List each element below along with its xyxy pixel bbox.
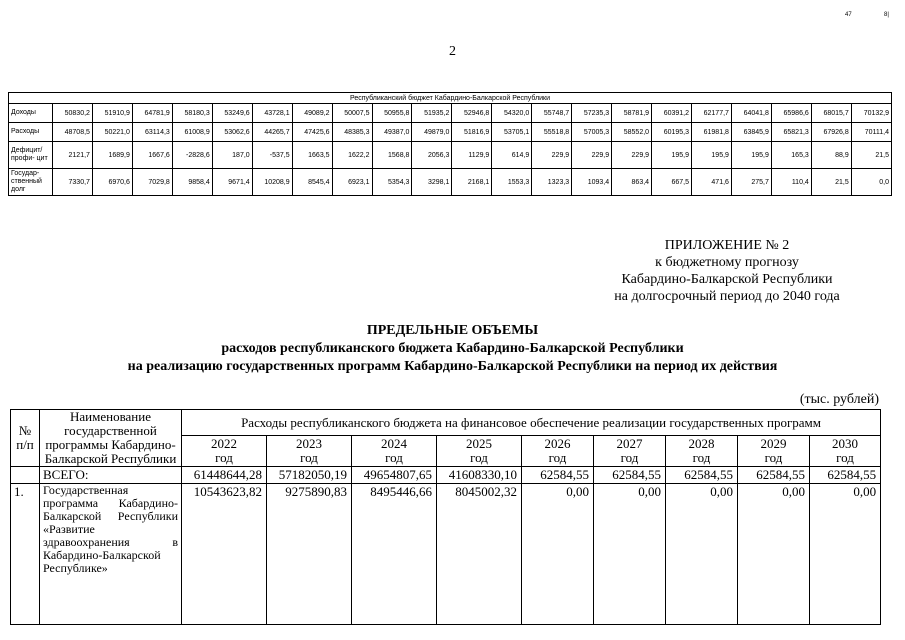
summary-cell: 6923,1: [332, 169, 372, 196]
row-value: 57182050,19: [267, 467, 352, 484]
header-year-suffix: год: [300, 450, 318, 465]
summary-cell: 88,9: [811, 142, 851, 169]
summary-cell: 50221,0: [92, 123, 132, 142]
summary-cell: 49089,2: [292, 104, 332, 123]
summary-caption: Республиканский бюджет Кабардино-Балкарской Республики: [9, 93, 892, 104]
summary-cell: 68015,7: [811, 104, 851, 123]
header-year-suffix: год: [215, 450, 233, 465]
summary-cell: 1667,6: [132, 142, 172, 169]
summary-cell: 47425,6: [292, 123, 332, 142]
summary-cell: 63114,3: [132, 123, 172, 142]
summary-cell: 55748,7: [532, 104, 572, 123]
summary-cell: 1129,9: [452, 142, 492, 169]
summary-cell: 1622,2: [332, 142, 372, 169]
summary-cell: 65986,6: [771, 104, 811, 123]
summary-cell: 57005,3: [572, 123, 612, 142]
summary-cell: 471,6: [692, 169, 732, 196]
header-year-suffix: год: [470, 450, 488, 465]
title-line: ПРЕДЕЛЬНЫЕ ОБЪЕМЫ: [366, 323, 539, 338]
summary-cell: 50830,2: [53, 104, 93, 123]
row-value: 0,00: [738, 484, 810, 625]
row-value: 10543623,82: [182, 484, 267, 625]
header-year-value: 2026: [544, 436, 571, 451]
summary-cell: 60195,3: [652, 123, 692, 142]
row-value: 9275890,83: [267, 484, 352, 625]
header-year-suffix: год: [836, 450, 854, 465]
summary-cell: 110,4: [771, 169, 811, 196]
total-row: [11, 467, 881, 484]
summary-cell: 275,7: [731, 169, 771, 196]
row-value: 41608330,10: [437, 467, 522, 484]
header-expenses-group: Расходы республиканского бюджета на финансовое обеспечение реализации государственных программ: [182, 410, 881, 436]
summary-cell: 1323,3: [532, 169, 572, 196]
summary-cell: 0,0: [851, 169, 891, 196]
row-value: 61448644,28: [182, 467, 267, 484]
summary-row: [9, 142, 892, 169]
summary-cell: 229,9: [612, 142, 652, 169]
summary-cell: 63845,9: [731, 123, 771, 142]
page-number: 2: [449, 44, 456, 59]
summary-cell: 52946,8: [452, 104, 492, 123]
header-year-suffix: год: [764, 450, 783, 465]
summary-cell: 50007,5: [332, 104, 372, 123]
summary-cell: 1689,9: [92, 142, 132, 169]
header-year: [666, 436, 738, 467]
summary-row-label: Доходы: [9, 104, 53, 123]
summary-cell: 44265,7: [252, 123, 292, 142]
summary-cell: 58180,3: [172, 104, 212, 123]
summary-cell: 2168,1: [452, 169, 492, 196]
appendix-line: Кабардино-Балкарской Республики: [621, 272, 833, 287]
row-number: 1.: [11, 484, 40, 625]
summary-row-label: Расходы: [9, 123, 53, 142]
summary-cell: 54320,0: [492, 104, 532, 123]
summary-cell: 195,9: [692, 142, 732, 169]
summary-cell: 1568,8: [372, 142, 412, 169]
summary-row-label: Дефицит/ профи- цит: [9, 142, 53, 169]
row-value: 62584,55: [666, 467, 738, 484]
header-year-value: 2029: [760, 436, 787, 451]
header-year: [738, 436, 810, 467]
summary-cell: 62177,7: [692, 104, 732, 123]
summary-cell: 70132,9: [851, 104, 891, 123]
summary-table: [8, 92, 892, 196]
appendix-header: [597, 237, 857, 305]
title-line: расходов республиканского бюджета Кабардино-Балкарской Республики: [221, 341, 684, 356]
summary-cell: 58552,0: [612, 123, 652, 142]
header-year-suffix: год: [548, 450, 567, 465]
appendix-line: ПРИЛОЖЕНИЕ № 2: [664, 238, 790, 253]
summary-cell: 58781,9: [612, 104, 652, 123]
summary-cell: 50955,8: [372, 104, 412, 123]
summary-cell: 2056,3: [412, 142, 452, 169]
header-year-value: 2028: [688, 436, 715, 451]
row-number: [11, 467, 40, 484]
summary-cell: 51816,9: [452, 123, 492, 142]
summary-cell: 21,5: [851, 142, 891, 169]
header-year: [810, 436, 881, 467]
summary-cell: 229,9: [572, 142, 612, 169]
summary-cell: 64781,9: [132, 104, 172, 123]
summary-cell: 614,9: [492, 142, 532, 169]
summary-row: [9, 169, 892, 196]
summary-cell: 1553,3: [492, 169, 532, 196]
summary-cell: -537,5: [252, 142, 292, 169]
row-value: 0,00: [810, 484, 881, 625]
summary-row-label: Государ- ственный долг: [9, 169, 53, 196]
row-value: 62584,55: [522, 467, 594, 484]
summary-cell: 6970,6: [92, 169, 132, 196]
summary-cell: 667,5: [652, 169, 692, 196]
summary-cell: 64041,8: [731, 104, 771, 123]
summary-cell: 51910,9: [92, 104, 132, 123]
summary-cell: 21,5: [811, 169, 851, 196]
header-year-value: 2030: [832, 436, 859, 451]
row-value: 62584,55: [738, 467, 810, 484]
summary-cell: 55518,8: [532, 123, 572, 142]
row-value: 0,00: [594, 484, 666, 625]
summary-cell: 51935,2: [412, 104, 452, 123]
row-value: 49654807,65: [352, 467, 437, 484]
program-row: [11, 484, 881, 625]
summary-cell: 7330,7: [53, 169, 93, 196]
summary-cell: 49387,0: [372, 123, 412, 142]
summary-cell: 10208,9: [252, 169, 292, 196]
summary-cell: 2121,7: [53, 142, 93, 169]
summary-cell: 187,0: [212, 142, 252, 169]
row-program-name: ВСЕГО:: [40, 467, 182, 484]
row-program-name: Государственная программа Кабардино-Балкарской Республики «Развитие здравоохранения в Кабардино-Балкарской Республике»: [40, 484, 182, 625]
row-value: 62584,55: [810, 467, 881, 484]
summary-cell: 863,4: [612, 169, 652, 196]
summary-cell: 57235,3: [572, 104, 612, 123]
appendix-line: на долгосрочный период до 2040 года: [614, 289, 840, 304]
summary-cell: 9858,4: [172, 169, 212, 196]
summary-cell: 61008,9: [172, 123, 212, 142]
summary-cell: -2828,6: [172, 142, 212, 169]
header-year-value: 2027: [616, 436, 643, 451]
corner-mark-right: 8|: [884, 12, 889, 18]
header-year-value: 2025: [466, 436, 492, 451]
header-year: [267, 436, 352, 467]
summary-cell: 43728,1: [252, 104, 292, 123]
summary-cell: 195,9: [731, 142, 771, 169]
header-year-value: 2023: [296, 436, 322, 451]
summary-cell: 53705,1: [492, 123, 532, 142]
units-label: (тыс. рублей): [799, 392, 879, 407]
summary-cell: 165,3: [771, 142, 811, 169]
document-title: [0, 322, 905, 376]
title-line: на реализацию государственных программ Кабардино-Балкарской Республики на период их действия: [127, 359, 778, 374]
header-year-suffix: год: [692, 450, 711, 465]
row-value: 0,00: [522, 484, 594, 625]
row-value: 62584,55: [594, 467, 666, 484]
summary-cell: 61981,8: [692, 123, 732, 142]
summary-cell: 3298,1: [412, 169, 452, 196]
summary-cell: 60391,2: [652, 104, 692, 123]
row-value: 8045002,32: [437, 484, 522, 625]
header-year: [352, 436, 437, 467]
header-number: № п/п: [11, 410, 40, 467]
summary-cell: 9671,4: [212, 169, 252, 196]
summary-cell: 48708,5: [53, 123, 93, 142]
main-table: [10, 409, 880, 625]
header-year-value: 2024: [381, 436, 407, 451]
header-year: [594, 436, 666, 467]
header-year: [437, 436, 522, 467]
header-year-value: 2022: [211, 436, 237, 451]
header-year-suffix: год: [385, 450, 403, 465]
corner-mark-left: 47: [845, 12, 852, 18]
summary-cell: 48385,3: [332, 123, 372, 142]
summary-row: [9, 123, 892, 142]
summary-cell: 53062,6: [212, 123, 252, 142]
header-program-name: Наименование государственной программы Кабардино-Балкарской Республики: [40, 410, 182, 467]
row-value: 0,00: [666, 484, 738, 625]
header-year: [522, 436, 594, 467]
summary-cell: 5354,3: [372, 169, 412, 196]
header-year-suffix: год: [620, 450, 639, 465]
summary-cell: 195,9: [652, 142, 692, 169]
appendix-line: к бюджетному прогнозу: [655, 255, 799, 270]
summary-cell: 53249,6: [212, 104, 252, 123]
row-value: 8495446,66: [352, 484, 437, 625]
summary-cell: 67926,8: [811, 123, 851, 142]
summary-cell: 7029,8: [132, 169, 172, 196]
summary-cell: 65821,3: [771, 123, 811, 142]
summary-cell: 70111,4: [851, 123, 891, 142]
header-year: [182, 436, 267, 467]
summary-cell: 8545,4: [292, 169, 332, 196]
summary-cell: 229,9: [532, 142, 572, 169]
summary-cell: 1093,4: [572, 169, 612, 196]
summary-cell: 1663,5: [292, 142, 332, 169]
summary-cell: 49879,0: [412, 123, 452, 142]
summary-row: [9, 104, 892, 123]
